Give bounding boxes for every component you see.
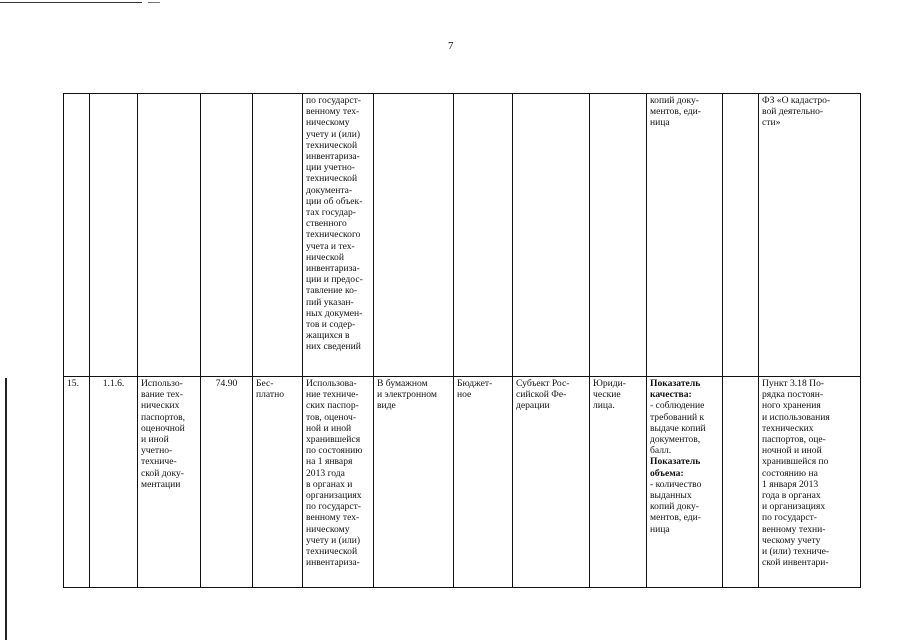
quality-text: - соблюдение требований к выдаче копий документов, балл. [650, 400, 706, 457]
volume-text: - количество выданных копий доку- ментов, еди- ница [650, 478, 702, 535]
header-rule-short [148, 2, 160, 3]
header-rule [0, 2, 142, 3]
services-table [63, 93, 861, 588]
volume-label: Показатель объема: [650, 456, 701, 479]
cell-fee: Бес- платно [253, 377, 303, 588]
cell-code: 1.1.6. [90, 377, 138, 588]
cell-num: 15. [64, 377, 90, 588]
scan-margin-bar [5, 378, 7, 640]
cell-service: Использова- ние техниче- ских паспор- тов, оценоч- ной и иной хранившейся по состоянию на 1 января 2013 года в органах и организациях по государст- венному тех- ническому учету и (или) технической инвентариза- [303, 377, 374, 588]
table-row [64, 377, 861, 588]
cell-empty [723, 94, 759, 377]
cell-indicator-cont: копий доку- ментов, еди- ница [647, 94, 723, 377]
cell-basis: Пункт 3.18 По- рядка постоян- ного хранения и использования технических паспортов, оце- ночной и иной хранившейся по состоянию на 1 января 2013 года в органах и организациях по государст- венному техни- ческому учету и (или) техниче- ской инвентари- [759, 377, 861, 588]
cell-value: 74.90 [201, 377, 253, 588]
cell-funding: Бюджет- ное [454, 377, 513, 588]
cell-fee [253, 94, 303, 377]
cell-funding [454, 94, 513, 377]
cell-name [138, 94, 201, 377]
cell-form [374, 94, 454, 377]
cell-provider: Субъект Рос- сийской Фе- дерации [513, 377, 590, 588]
cell-form: В бумажном и электронном виде [374, 377, 454, 588]
cell-code [90, 94, 138, 377]
page-number: 7 [448, 40, 454, 52]
cell-empty [723, 377, 759, 588]
quality-label: Показатель качества: [650, 378, 701, 401]
cell-provider [513, 94, 590, 377]
cell-service-cont: по государст- венному тех- ническому учету и (или) технической инвентариза- ции учетно- технической документа- ции об объек- тах государ- ственного технического учета и тех- нической инвентариза- ции и предос- тавление ко- пий указан- ных докумен- тов и содер- жащихся в них сведений [303, 94, 374, 377]
cell-indicators [647, 377, 723, 588]
cell-name: Использо- вание тех- нических паспортов, оценочной и иной учетно- техниче- ской доку- ментации [138, 377, 201, 588]
cell-value [201, 94, 253, 377]
cell-num [64, 94, 90, 377]
cell-recipient: Юриди- ческие лица. [590, 377, 647, 588]
cell-basis-cont: ФЗ «О кадастро- вой деятельно- сти» [759, 94, 861, 377]
cell-recipient [590, 94, 647, 377]
table-row [64, 94, 861, 377]
